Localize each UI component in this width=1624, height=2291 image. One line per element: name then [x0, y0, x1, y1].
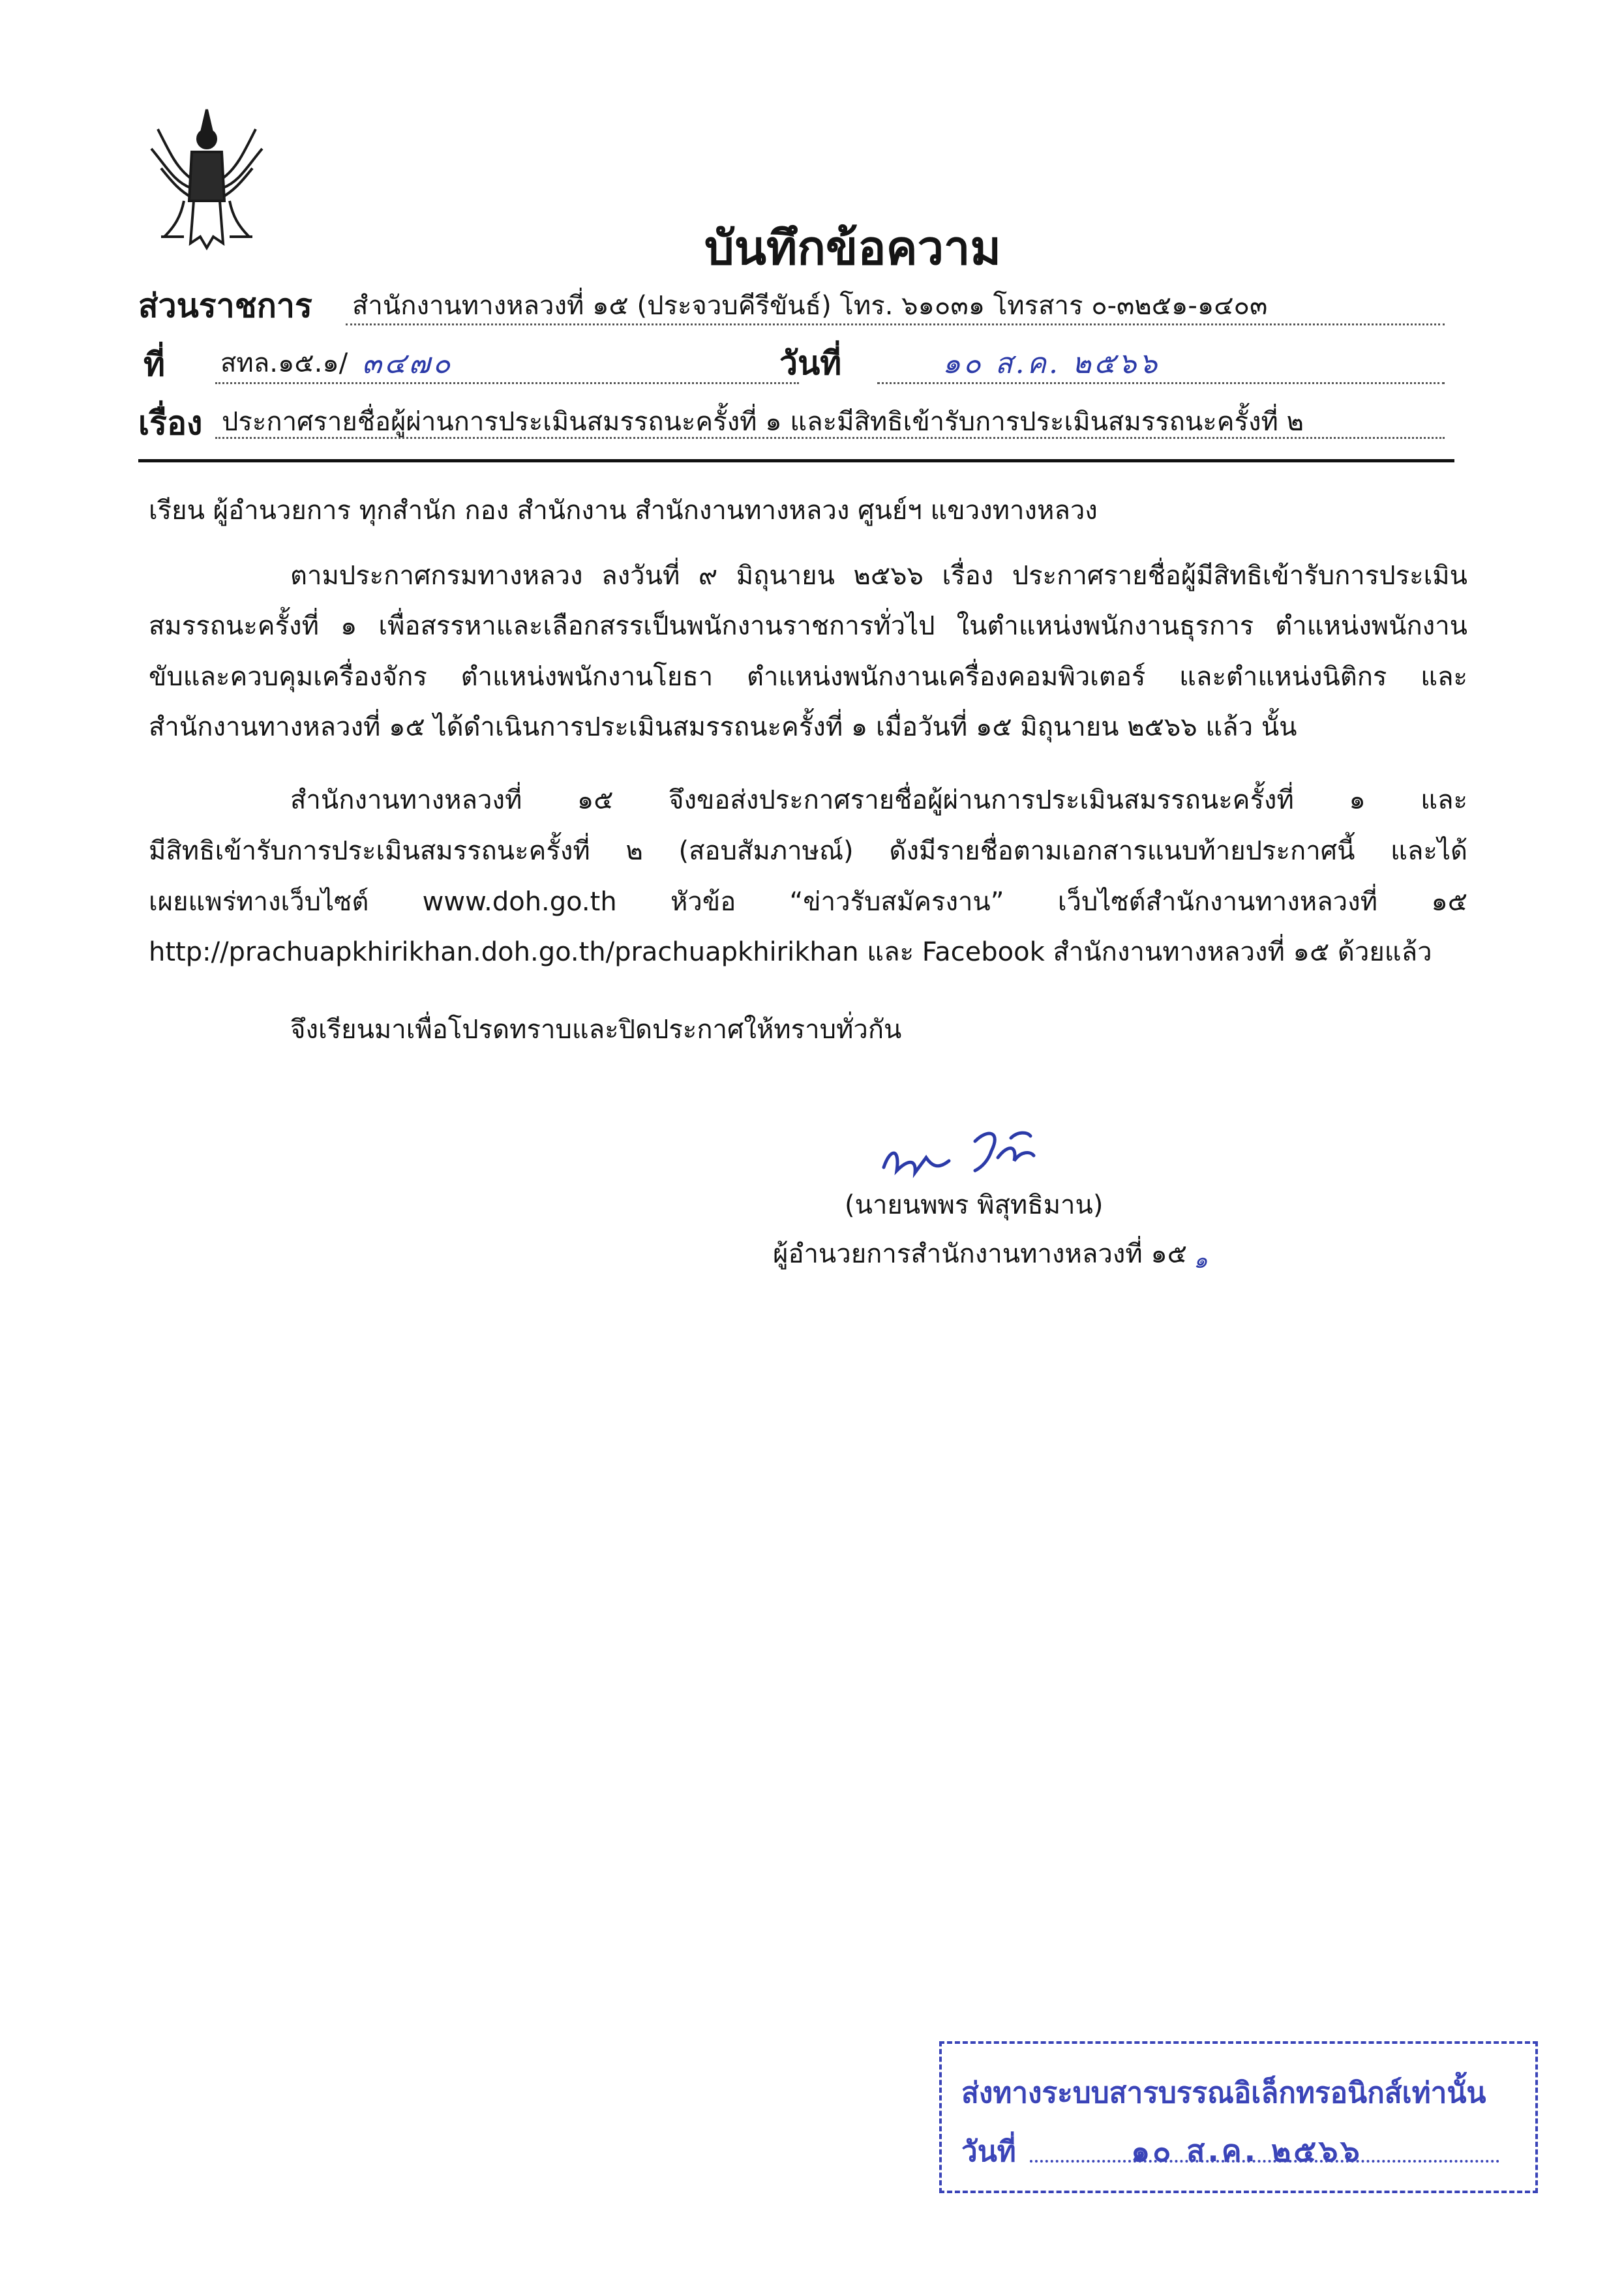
- paragraph-2-line: http://prachuapkhirikhan.doh.go.th/prachuapkhirikhan และ Facebook สำนักงานทางหลวงที่ ๑๕ ด้วยแล้ว: [149, 937, 1432, 967]
- position-suffix-handwritten: ๑: [1194, 1248, 1210, 1274]
- paragraph-1-line: สำนักงานทางหลวงที่ ๑๕ ได้ดำเนินการประเมินสมรรถนะครั้งที่ ๑ เมื่อวันที่ ๑๕ มิถุนายน ๒๕๖๖ แล้ว นั้น: [149, 712, 1297, 742]
- date-dotted-line: [877, 382, 1445, 384]
- stamp-line-1: ส่งทางระบบสารบรรณอิเล็กทรอนิกส์เท่านั้น: [961, 2076, 1486, 2110]
- date-label: วันที่: [779, 344, 842, 382]
- stamp-date-label: วันที่: [961, 2135, 1016, 2168]
- dept-dotted-line: [346, 323, 1445, 325]
- stamp-date-value: ๑๐ ส.ค. ๒๕๖๖: [1131, 2133, 1362, 2168]
- number-value: สทล.๑๕.๑/: [220, 348, 348, 378]
- paragraph-2-line: เผยแพร่ทางเว็บไซต์ www.doh.go.th หัวข้อ “ข่าวรับสมัครงาน” เว็บไซต์สำนักงานทางหลวงที่ ๑๕: [149, 887, 1467, 917]
- signer-name: (นายนพพร พิสุทธิมาน): [845, 1190, 1104, 1220]
- electronic-delivery-stamp: [939, 2041, 1538, 2193]
- subject-dotted-line: [215, 437, 1445, 439]
- subject-value: ประกาศรายชื่อผู้ผ่านการประเมินสมรรถนะครั้งที่ ๑ และมีสิทธิเข้ารับการประเมินสมรรถนะครั้งที่ ๒: [222, 407, 1304, 437]
- paragraph-1-line: สมรรถนะครั้งที่ ๑ เพื่อสรรหาและเลือกสรรเป็นพนักงานราชการทั่วไป ในตำแหน่งพนักงานธุรการ ตำแหน่งพนักงาน: [149, 611, 1467, 641]
- number-label: ที่: [143, 346, 165, 383]
- document-title: บันทึกข้อความ: [704, 220, 1001, 275]
- garuda-emblem-icon: [145, 103, 269, 253]
- paragraph-2-line: มีสิทธิเข้ารับการประเมินสมรรถนะครั้งที่ ๒ (สอบสัมภาษณ์) ดังมีรายชื่อตามเอกสารแนบท้ายประกาศนี้ และได้: [149, 836, 1467, 866]
- closing-line: จึงเรียนมาเพื่อโปรดทราบและปิดประกาศให้ทราบทั่วกัน: [290, 1015, 902, 1045]
- subject-label: เรื่อง: [138, 404, 203, 442]
- dept-label: ส่วนราชการ: [138, 287, 312, 325]
- date-handwritten: ๑๐ ส.ค. ๒๕๖๖: [942, 347, 1160, 380]
- number-handwritten: ๓๔๗๐: [362, 347, 453, 380]
- dept-value: สำนักงานทางหลวงที่ ๑๕ (ประจวบคีรีขันธ์) โทร. ๖๑๐๓๑ โทรสาร ๐-๓๒๕๑-๑๔๐๓: [352, 291, 1268, 321]
- paragraph-2-line: สำนักงานทางหลวงที่ ๑๕ จึงขอส่งประกาศรายชื่อผู้ผ่านการประเมินสมรรถนะครั้งที่ ๑ และ: [290, 785, 1467, 815]
- signature-scribble-icon: [877, 1122, 1073, 1193]
- salutation: เรียน ผู้อำนวยการ ทุกสำนัก กอง สำนักงาน สำนักงานทางหลวง ศูนย์ฯ แขวงทางหลวง: [149, 496, 1098, 526]
- number-dotted-line: [215, 382, 799, 384]
- paragraph-1-line: ขับและควบคุมเครื่องจักร ตำแหน่งพนักงานโยธา ตำแหน่งพนักงานเครื่องคอมพิวเตอร์ และตำแหน่งนิติกร และ: [149, 662, 1467, 692]
- paragraph-1-line: ตามประกาศกรมทางหลวง ลงวันที่ ๙ มิถุนายน ๒๕๖๖ เรื่อง ประกาศรายชื่อผู้มีสิทธิเข้ารับการประเมิน: [290, 561, 1467, 591]
- header-divider: [138, 459, 1454, 462]
- stamp-dotted-line: [1030, 2160, 1499, 2163]
- signer-position: ผู้อำนวยการสำนักงานทางหลวงที่ ๑๕: [773, 1239, 1188, 1269]
